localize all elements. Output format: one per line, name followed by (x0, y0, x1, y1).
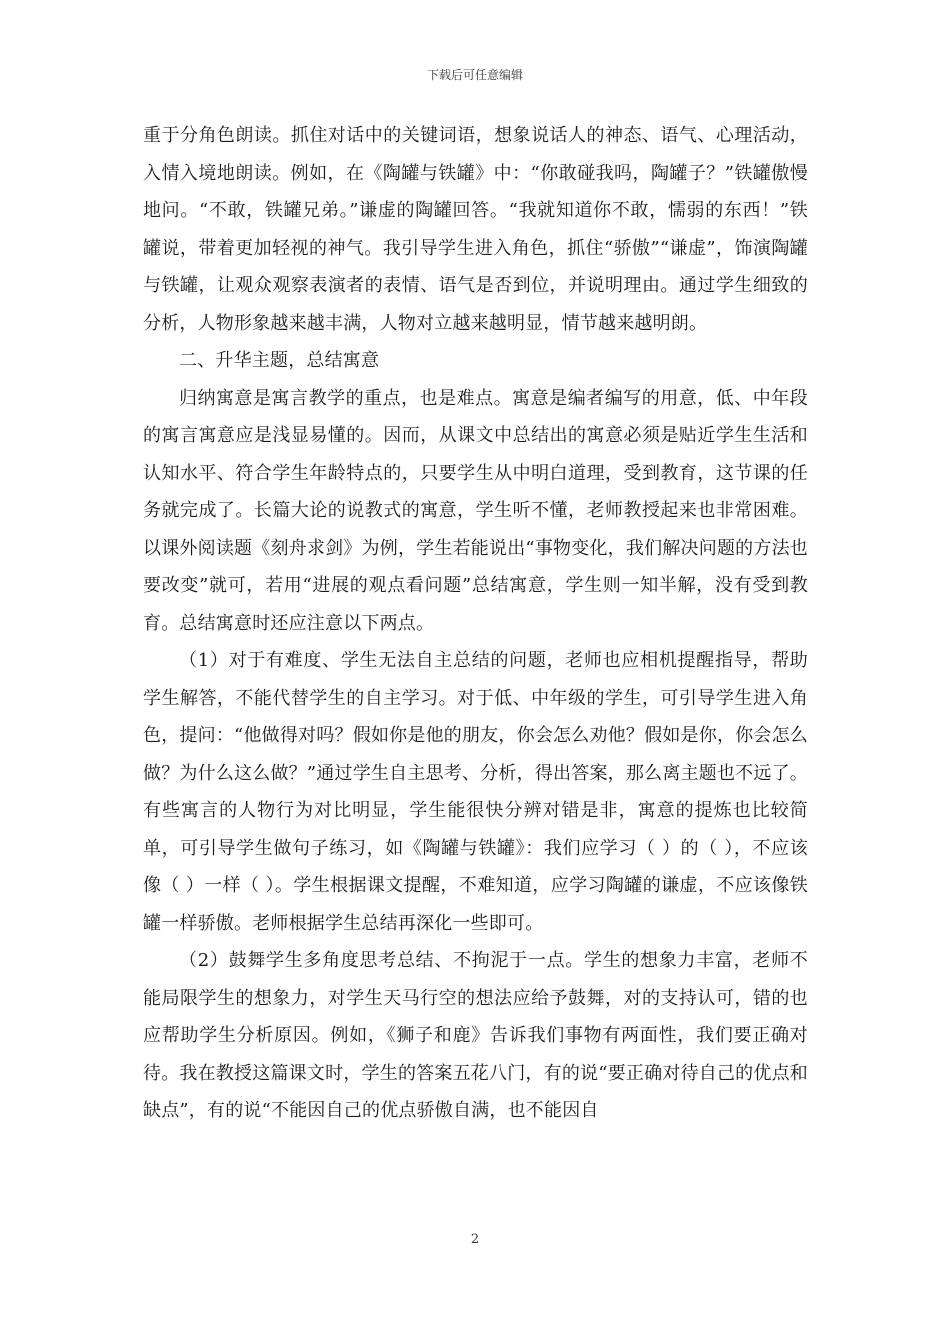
document-body (143, 117, 808, 1130)
paragraph-continuation: 重于分角色朗读。抓住对话中的关键词语，想象说话人的神态、语气、心理活动，入情入境地朗读。例如，在《陶罐与铁罐》中：“你敢碰我吗，陶罐子？”铁罐傲慢地问。“不敢，铁罐兄弟。”谦虚的陶罐回答。“我就知道你不敢，懦弱的东西！”铁罐说，带着更加轻视的神气。我引导学生进入角色，抓住“骄傲”“谦虚”，饰演陶罐与铁罐，让观众观察表演者的表情、语气是否到位，并说明理由。通过学生细致的分析，人物形象越来越丰满，人物对立越来越明显，情节越来越明朗。 (143, 125, 808, 334)
page-number: 2 (470, 1232, 480, 1247)
paragraph-moral-summary: 归纳寓意是寓言教学的重点，也是难点。寓意是编者编写的用意，低、中年段的寓言寓意应是浅显易懂的。因而，从课文中总结出的寓意必须是贴近学生生活和认知水平、符合学生年龄特点的，只要学生从中明白道理，受到教育，这节课的任务就完成了。长篇大论的说教式的寓意，学生听不懂，老师教授起来也非常困难。以课外阅读题《刻舟求剑》为例，学生若能说出“事物变化，我们解决问题的方法也要改变”就可，若用“进展的观点看问题”总结寓意，学生则一知半解，没有受到教育。总结寓意时还应注意以下两点。 (143, 387, 808, 634)
paragraph-point-2: （2）鼓舞学生多角度思考总结、不拘泥于一点。学生的想象力丰富，老师不能局限学生的想象力，对学生天马行空的想法应给予鼓舞，对的支持认可，错的也应帮助学生分析原因。例如，《狮子和鹿》告诉我们事物有两面性，我们要正确对待。我在教授这篇课文时，学生的答案五花八门，有的说“要正确对待自己的优点和缺点”，有的说“不能因自己的优点骄傲自满，也不能因自 (143, 950, 808, 1121)
page-header: 下载后可任意编辑 (426, 68, 523, 82)
section-heading: 二、升华主题，总结寓意 (179, 350, 380, 371)
paragraph-point-1: （1）对于有难度、学生无法自主总结的问题，老师也应相机提醒指导，帮助学生解答，不能代替学生的自主学习。对于低、中年级的学生，可引导学生进入角色，提问：“他做得对吗？假如你是他的朋友，你会怎么劝他？假如是你，你会怎么做？为什么这么做？”通过学生自主思考、分析，得出答案，那么离主题也不远了。有些寓言的人物行为对比明显，学生能很快分辨对错是非，寓意的提炼也比较简单，可引导学生做句子练习，如《陶罐与铁罐》：我们应学习（ ）的（ ），不应该像（ ）一样（ ）。学生根据课文提醒，不难知道，应学习陶罐的谦虚，不应该像铁罐一样骄傲。老师根据学生总结再深化一些即可。 (143, 650, 808, 934)
